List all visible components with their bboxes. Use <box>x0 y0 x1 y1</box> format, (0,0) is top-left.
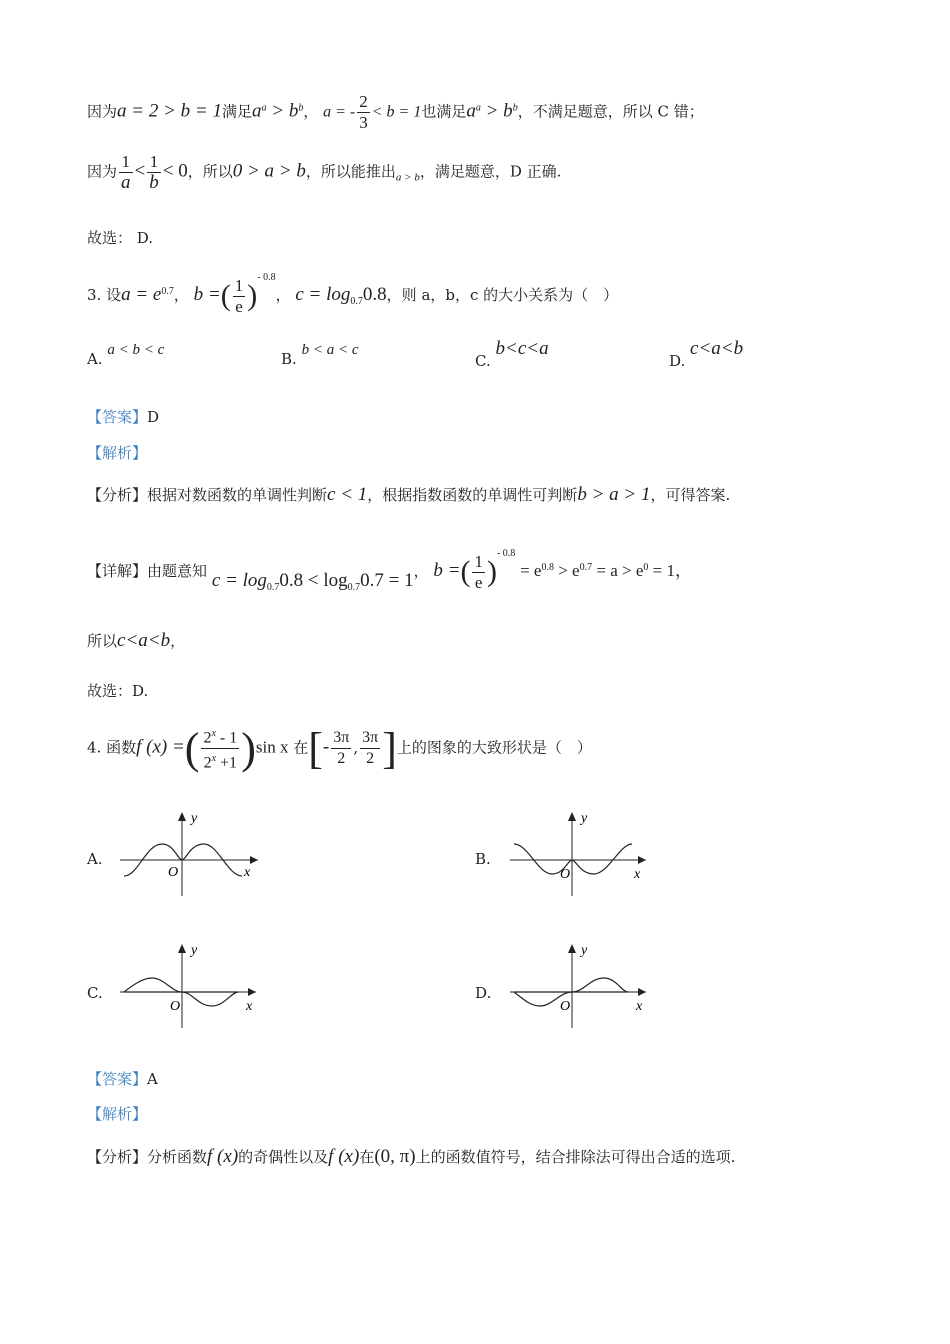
q4-graph-d[interactable] <box>508 940 653 1032</box>
q4-option-d-label[interactable]: D. <box>475 984 492 1002</box>
origin-label: O <box>170 999 181 1014</box>
q3-xiangjie: 【详解】由题意知 $c = \log_{0.7}0.8 < \log_{0.7}0.7 = 1$， b =( $\frac{1}{e}$ )$^{- 0.8} = e^{0.8} > e^{0.7} = a > e^0 = 1$， <box>87 548 692 593</box>
axis-y-label: y <box>191 943 198 958</box>
q4-answer: 【答案】A <box>87 1070 158 1088</box>
q4-fenxi: 【分析】分析函数f (x)的奇偶性以及f (x)在(0, π)上的函数值符号，结合排除法可得出合适的选项. <box>87 1146 736 1167</box>
q4-option-b-label[interactable]: B. <box>475 850 491 868</box>
origin-label: O <box>560 867 571 882</box>
q2-option-d-explanation: 因为 $\frac{1}{a}$ < $\frac{1}{b}$ < 0，所以0 > a > b，所以能推出$_{a > b}$，满足题意，D 正确. <box>87 152 562 193</box>
origin-label: O <box>168 865 179 880</box>
axis-x-label: x <box>636 999 643 1014</box>
q4-graph-c[interactable] <box>118 940 263 1032</box>
q3-option-d[interactable]: D. c<a<b <box>669 338 744 370</box>
q4-analysis-label: 【解析】 <box>87 1105 148 1123</box>
axis-y-label: y <box>191 811 198 826</box>
q3-option-b[interactable]: B. b < a < c <box>281 342 359 368</box>
origin-label: O <box>560 999 571 1014</box>
axis-x-label: x <box>634 867 641 882</box>
q3-option-a[interactable]: A. a < b < c <box>87 342 165 368</box>
q3-analysis-label: 【解析】 <box>87 444 148 462</box>
axis-x-label: x <box>246 999 253 1014</box>
axis-y-label: y <box>581 811 588 826</box>
q2-option-c-explanation: 因为a = 2 > b = 1满足$a^a > b^b$， a = - $\frac{2}{3}$ < b = 1也满足$a^a > b^b$，不满足题意，所以 C 错； <box>87 92 704 132</box>
q3-option-c[interactable]: C. b<c<a <box>475 338 549 370</box>
q4-option-a-label[interactable]: A. <box>87 850 103 868</box>
q3-stem: 3. 设$a = e^{0.7}$， b =( $\frac{1}{e}$ )$^{- 0.8}$， $c = \log_{0.7}0.8$，则 a，b，c 的大小关系为（ ） <box>87 272 619 316</box>
q4-graph-a[interactable] <box>118 808 263 900</box>
q3-conclusion: 所以c<a<b， <box>87 630 186 651</box>
q4-stem: 4. 函数f (x) =( $\frac{2^x - 1}{2^x +1}$ )sin x 在[- $\frac{3\pi}{2}$ , $\frac{3\pi}{2}$ ]上的图象的大致形状是（ ） <box>87 724 592 773</box>
q3-fenxi: 【分析】根据对数函数的单调性判断c < 1，根据指数函数的单调性可判断b > a > 1，可得答案. <box>87 484 731 505</box>
axis-y-label: y <box>581 943 588 958</box>
q2-answer-line: 故选： D. <box>87 229 154 247</box>
q4-option-c-label[interactable]: C. <box>87 984 103 1002</box>
axis-x-label: x <box>244 865 251 880</box>
q3-answer: 【答案】D <box>87 408 160 426</box>
q3-answer-line: 故选：D. <box>87 682 149 700</box>
q4-graph-b[interactable] <box>508 808 653 900</box>
